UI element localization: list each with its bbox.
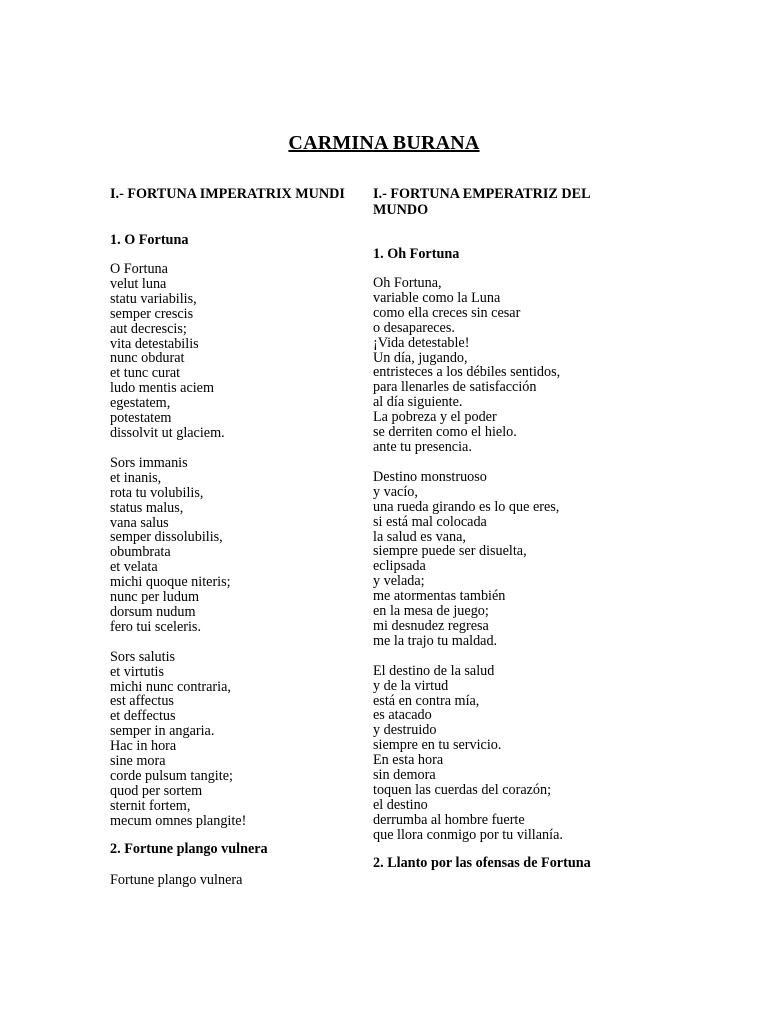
verse-line: toquen las cuerdas del corazón;: [373, 782, 552, 798]
latin-stanza-1: [110, 262, 372, 441]
verse-line: el destino: [373, 796, 428, 813]
spanish-stanza-2: [373, 470, 633, 649]
spanish-section-heading-line2: MUNDO: [373, 202, 429, 218]
verse-line: semper crescis: [110, 305, 194, 322]
verse-line: y vacío,: [373, 483, 418, 500]
verse-line: entristeces a los débiles sentidos,: [373, 364, 561, 381]
verse-line: et virtutis: [110, 663, 164, 680]
verse-line: corde pulsum tangite;: [110, 768, 233, 784]
verse-line: se derriten como el hielo.: [373, 424, 517, 441]
verse-line: Oh Fortuna,: [373, 275, 442, 291]
verse-line: et velata: [110, 559, 158, 576]
verse-line: en la mesa de juego;: [373, 603, 489, 620]
verse-line: siempre en tu servicio.: [373, 737, 502, 754]
verse-line: En esta hora: [373, 752, 444, 769]
page-title: CARMINA BURANA: [288, 132, 480, 154]
verse-line: semper dissolubilis,: [110, 529, 223, 546]
latin-song2-first-line: Fortune plango vulnera: [110, 871, 243, 888]
verse-line: si está mal colocada: [373, 513, 487, 530]
latin-stanza-3: [110, 650, 372, 829]
verse-line: al día siguiente.: [373, 394, 463, 411]
verse-line: Un día, jugando,: [373, 349, 468, 366]
verse-line: et tunc curat: [110, 365, 181, 382]
verse-line: ante tu presencia.: [373, 438, 472, 455]
verse-line: la salud es vana,: [373, 528, 466, 545]
verse-line: me la trajo tu maldad.: [373, 632, 498, 649]
latin-song2-title: 2. Fortune plango vulnera: [110, 840, 268, 857]
verse-line: dorsum nudum: [110, 603, 196, 620]
verse-line: Hac in hora: [110, 738, 177, 755]
verse-line: status malus,: [110, 499, 184, 516]
verse-line: potestatem: [110, 410, 172, 427]
verse-line: dissolvit ut glaciem.: [110, 424, 225, 441]
verse-line: derrumba al hombre fuerte: [373, 811, 525, 828]
verse-line: velut luna: [110, 275, 167, 292]
verse-line: egestatem,: [110, 395, 171, 412]
verse-line: michi nunc contraria,: [110, 678, 231, 695]
verse-line: El destino de la salud: [373, 662, 495, 679]
spanish-stanza-1: [373, 276, 633, 455]
verse-line: vita detestabilis: [110, 335, 199, 352]
verse-line: o desapareces.: [373, 319, 455, 336]
verse-line: mi desnudez regresa: [373, 617, 489, 634]
latin-section-heading: I.- FORTUNA IMPERATRIX MUNDI: [110, 186, 345, 202]
verse-line: sine mora: [110, 753, 166, 770]
verse-line: nunc obdurat: [110, 350, 185, 367]
verse-line: siempre puede ser disuelta,: [373, 543, 527, 560]
latin-stanza-2: [110, 456, 372, 635]
verse-line: Sors immanis: [110, 454, 188, 471]
verse-line: nunc per ludum: [110, 589, 200, 606]
verse-line: vana salus: [110, 514, 169, 531]
verse-line: fero tui sceleris.: [110, 618, 201, 635]
verse-line: ludo mentis aciem: [110, 380, 215, 397]
verse-line: como ella creces sin cesar: [373, 304, 521, 321]
verse-line: mecum omnes plangite!: [110, 812, 247, 829]
verse-line: me atormentas también: [373, 588, 506, 605]
verse-line: eclipsada: [373, 558, 426, 575]
verse-line: ¡Vida detestable!: [373, 334, 470, 351]
latin-song1-title: 1. O Fortuna: [110, 232, 189, 248]
verse-line: y de la virtud: [373, 677, 449, 694]
verse-line: Sors salutis: [110, 648, 176, 665]
verse-line: O Fortuna: [110, 261, 168, 277]
spanish-column: [373, 186, 633, 871]
spanish-song1-title: 1. Oh Fortuna: [373, 246, 460, 262]
verse-line: statu variabilis,: [110, 290, 197, 307]
verse-line: que llora conmigo por tu villanía.: [373, 826, 563, 843]
verse-line: sin demora: [373, 767, 436, 784]
verse-line: sternit fortem,: [110, 797, 191, 814]
verse-line: está en contra mía,: [373, 692, 480, 709]
verse-line: aut decrescis;: [110, 320, 187, 337]
verse-line: michi quoque niteris;: [110, 574, 231, 591]
verse-line: una rueda girando es lo que eres,: [373, 498, 560, 515]
verse-line: et inanis,: [110, 469, 162, 486]
spanish-section-heading-line1: I.- FORTUNA EMPERATRIZ DEL: [373, 186, 591, 202]
verse-line: es atacado: [373, 707, 432, 724]
verse-line: y velada;: [373, 573, 425, 590]
verse-line: rota tu volubilis,: [110, 484, 204, 501]
verse-line: La pobreza y el poder: [373, 409, 497, 426]
verse-line: y destruido: [373, 722, 437, 739]
verse-line: est affectus: [110, 693, 174, 710]
verse-line: variable como la Luna: [373, 289, 501, 306]
spanish-stanza-3: [373, 664, 633, 843]
verse-line: Destino monstruoso: [373, 468, 487, 485]
spanish-song2-title: 2. Llanto por las ofensas de Fortuna: [373, 854, 591, 871]
latin-column: [110, 186, 372, 888]
verse-line: et deffectus: [110, 708, 176, 725]
verse-line: semper in angaria.: [110, 723, 215, 740]
verse-line: para llenarles de satisfacción: [373, 379, 537, 396]
verse-line: obumbrata: [110, 544, 171, 561]
verse-line: quod per sortem: [110, 782, 203, 799]
